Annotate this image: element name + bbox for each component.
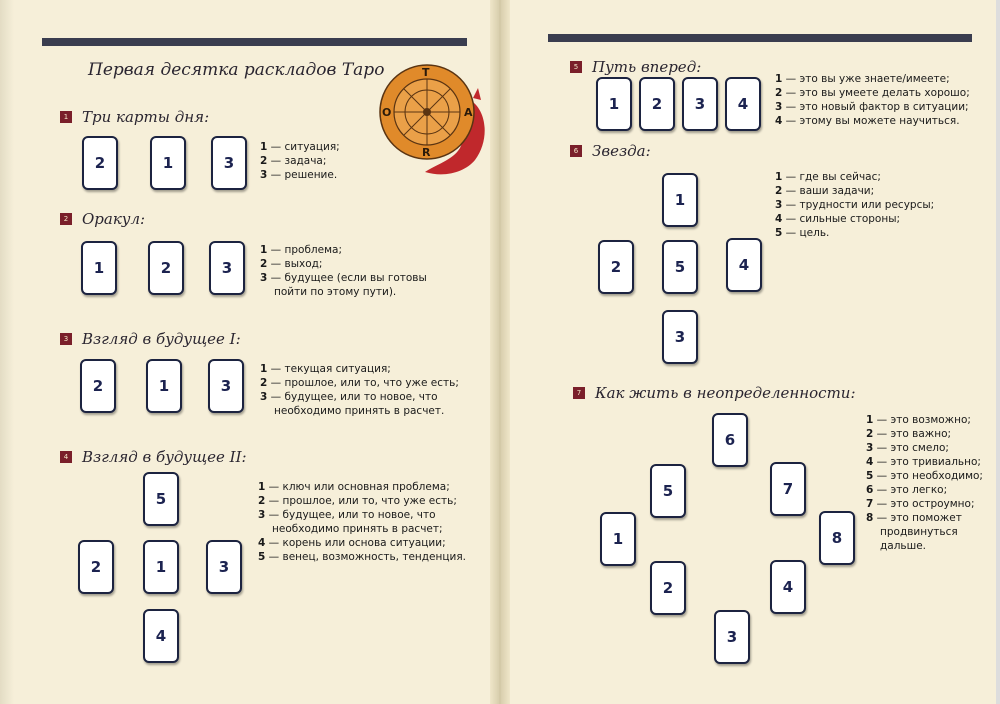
- legend-item: 5 — венец, возможность, тенденция.: [258, 551, 466, 563]
- tarot-card: 3: [714, 610, 750, 664]
- section-5-legend: [775, 72, 970, 128]
- tarot-card: 2: [82, 136, 118, 190]
- legend-item: 3 — решение.: [260, 169, 338, 181]
- wheel-of-fortune-illustration: [375, 60, 495, 185]
- page-edge-right: [996, 0, 1000, 704]
- legend-item: 1 — ситуация;: [260, 141, 340, 153]
- legend-item: 2 — выход;: [260, 258, 323, 270]
- wheel-icon: [375, 60, 495, 185]
- wheel-letter-bottom: R: [422, 146, 431, 159]
- section-title: Взгляд в будущее II:: [82, 448, 247, 466]
- section-title: Как жить в неопределенности:: [595, 384, 856, 402]
- section-title: Звезда:: [592, 142, 651, 160]
- legend-continuation: необходимо принять в расчет;: [272, 523, 443, 535]
- tarot-card: 3: [206, 540, 242, 594]
- tarot-card: 1: [662, 173, 698, 227]
- wheel-letter-top: T: [422, 66, 430, 79]
- tarot-card: 7: [770, 462, 806, 516]
- page-title: Первая десятка раскладов Таро: [88, 60, 385, 80]
- section-number: 7: [573, 387, 585, 399]
- legend-item: 2 — прошлое, или то, что уже есть;: [258, 495, 457, 507]
- wheel-letter-right: A: [464, 106, 473, 119]
- section-4-header: [60, 448, 247, 466]
- tarot-card: 1: [150, 136, 186, 190]
- tarot-card: 8: [819, 511, 855, 565]
- legend-continuation: дальше.: [880, 540, 926, 552]
- section-3-header: [60, 330, 241, 348]
- section-number: 5: [570, 61, 582, 73]
- legend-item: 1 — где вы сейчас;: [775, 171, 881, 183]
- tarot-card: 3: [211, 136, 247, 190]
- legend-item: 2 — задача;: [260, 155, 327, 167]
- legend-item: 4 — это тривиально;: [866, 456, 981, 468]
- legend-item: 1 — это вы уже знаете/имеете;: [775, 73, 950, 85]
- tarot-card: 4: [726, 238, 762, 292]
- legend-item: 5 — это необходимо;: [866, 470, 983, 482]
- tarot-card: 3: [662, 310, 698, 364]
- section-title: Путь вперед:: [592, 58, 702, 76]
- tarot-card: 5: [650, 464, 686, 518]
- tarot-card: 5: [662, 240, 698, 294]
- legend-item: 4 — корень или основа ситуации;: [258, 537, 446, 549]
- legend-item: 3 — трудности или ресурсы;: [775, 199, 935, 211]
- legend-item: 3 — будущее, или то новое, что: [260, 391, 438, 403]
- section-2-header: [60, 210, 145, 228]
- tarot-card: 2: [598, 240, 634, 294]
- legend-item: 4 — этому вы можете научиться.: [775, 115, 960, 127]
- section-1-legend: [260, 140, 340, 182]
- legend-item: 3 — это смело;: [866, 442, 949, 454]
- legend-item: 2 — это важно;: [866, 428, 952, 440]
- section-number: 2: [60, 213, 72, 225]
- section-2-legend: [260, 243, 427, 299]
- tarot-card: 6: [712, 413, 748, 467]
- legend-item: 1 — текущая ситуация;: [260, 363, 391, 375]
- section-5-header: [570, 58, 701, 76]
- section-number: 4: [60, 451, 72, 463]
- tarot-card: 1: [143, 540, 179, 594]
- section-title: Три карты дня:: [82, 108, 210, 126]
- legend-item: 7 — это остроумно;: [866, 498, 975, 510]
- legend-item: 3 — будущее (если вы готовы: [260, 272, 427, 284]
- tarot-card: 1: [146, 359, 182, 413]
- tarot-card: 1: [596, 77, 632, 131]
- tarot-card: 3: [209, 241, 245, 295]
- section-number: 6: [570, 145, 582, 157]
- tarot-card: 1: [81, 241, 117, 295]
- section-7-legend: [866, 413, 983, 553]
- legend-item: 6 — это легко;: [866, 484, 948, 496]
- section-6-header: [570, 142, 651, 160]
- tarot-card: 3: [208, 359, 244, 413]
- tarot-card: 4: [725, 77, 761, 131]
- tarot-card: 4: [770, 560, 806, 614]
- tarot-card: 2: [148, 241, 184, 295]
- tarot-card: 4: [143, 609, 179, 663]
- legend-continuation: пойти по этому пути).: [274, 286, 397, 298]
- section-6-legend: [775, 170, 934, 240]
- tarot-card: 3: [682, 77, 718, 131]
- legend-item: 1 — это возможно;: [866, 414, 971, 426]
- tarot-card: 2: [639, 77, 675, 131]
- section-4-legend: [258, 480, 466, 564]
- tarot-card: 2: [650, 561, 686, 615]
- tarot-card: 2: [78, 540, 114, 594]
- header-rule-right: [548, 34, 972, 42]
- legend-item: 4 — сильные стороны;: [775, 213, 901, 225]
- legend-item: 3 — это новый фактор в ситуации;: [775, 101, 969, 113]
- tarot-card: 1: [600, 512, 636, 566]
- legend-item: 5 — цель.: [775, 227, 830, 239]
- legend-item: 2 — прошлое, или то, что уже есть;: [260, 377, 459, 389]
- legend-item: 1 — ключ или основная проблема;: [258, 481, 450, 493]
- section-7-header: [573, 384, 856, 402]
- section-1-header: [60, 108, 209, 126]
- section-title: Взгляд в будущее I:: [82, 330, 241, 348]
- tarot-card: 2: [80, 359, 116, 413]
- wheel-letter-left: O: [382, 106, 392, 119]
- section-number: 1: [60, 111, 72, 123]
- legend-item: 8 — это поможет: [866, 512, 962, 524]
- tarot-card: 5: [143, 472, 179, 526]
- section-number: 3: [60, 333, 72, 345]
- section-3-legend: [260, 362, 459, 418]
- legend-continuation: необходимо принять в расчет.: [274, 405, 445, 417]
- legend-item: 3 — будущее, или то новое, что: [258, 509, 436, 521]
- legend-item: 1 — проблема;: [260, 244, 342, 256]
- legend-item: 2 — ваши задачи;: [775, 185, 875, 197]
- page-edge: [0, 0, 14, 704]
- legend-item: 2 — это вы умеете делать хорошо;: [775, 87, 970, 99]
- section-title: Оракул:: [82, 210, 146, 228]
- header-rule-left: [42, 38, 467, 46]
- legend-continuation: продвинуться: [880, 526, 958, 538]
